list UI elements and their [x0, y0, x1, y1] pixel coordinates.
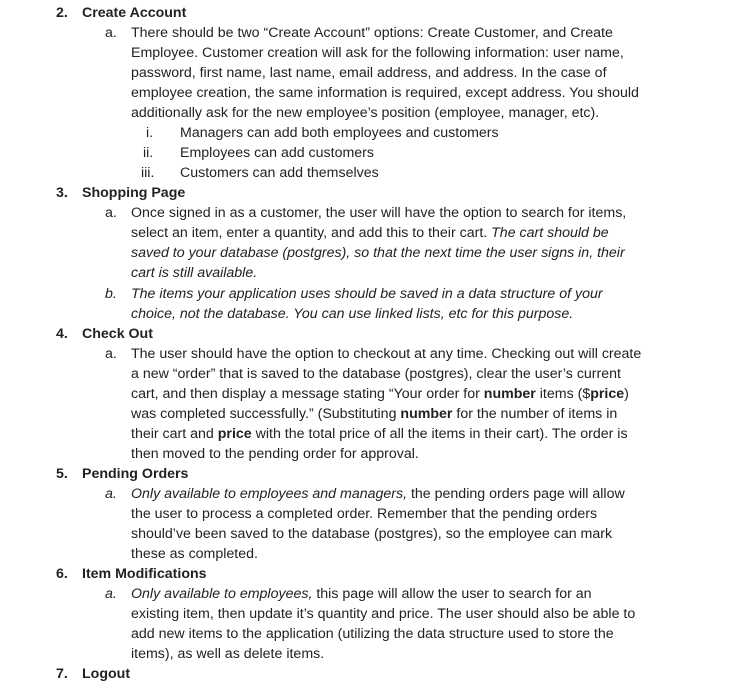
- paragraph-line: add new items to the application (utilizing the data structure used to store the: [131, 626, 614, 642]
- text-run: was completed successfully.” (Substituting: [131, 406, 401, 422]
- section-number: 6.: [56, 566, 68, 582]
- paragraph-line: The items your application uses should be saved in a data structure of your: [131, 286, 603, 302]
- paragraph-line: employee creation, the same information is required, except address. You should: [131, 85, 639, 101]
- section-title-create-account: Create Account: [82, 5, 187, 21]
- section-number: 2.: [56, 5, 68, 21]
- list-item: Employees can add customers: [180, 145, 374, 161]
- list-marker: a.: [105, 25, 117, 41]
- text-run: select an item, enter a quantity, and add this to their cart.: [131, 225, 492, 241]
- paragraph-line: a new “order” that is saved to the database (postgres), clear the user’s current: [131, 366, 621, 382]
- list-marker: a.: [105, 346, 117, 362]
- paragraph-line: There should be two “Create Account” options: Create Customer, and Create: [131, 25, 613, 41]
- roman-marker: iii.: [141, 165, 155, 181]
- paragraph-line: choice, not the database. You can use linked lists, etc for this purpose.: [131, 306, 574, 322]
- paragraph-line: additionally ask for the new employee’s position (employee, manager, etc).: [131, 105, 600, 121]
- paragraph-line: the user to process a completed order. Remember that the pending orders: [131, 506, 598, 522]
- paragraph-line: [131, 484, 625, 504]
- italic-run: The cart should be: [491, 225, 609, 241]
- paragraph-line: [131, 223, 609, 243]
- paragraph-line: existing item, then update it’s quantity and price. The user should also be able to: [131, 606, 636, 622]
- paragraph-line: [131, 384, 629, 404]
- section-title-check-out: Check Out: [82, 326, 153, 342]
- paragraph-line: [131, 404, 617, 424]
- section-number: 7.: [56, 666, 68, 682]
- paragraph-line: then moved to the pending order for approval.: [131, 446, 419, 462]
- paragraph-line: Employee. Customer creation will ask for the following information: user name,: [131, 45, 624, 61]
- paragraph-line: items), as well as delete items.: [131, 646, 325, 662]
- text-run: cart, and then display a message stating “Your order for: [131, 386, 484, 402]
- text-run: the pending orders page will allow: [407, 486, 625, 502]
- paragraph-line: password, first name, last name, email address, and address. In the case of: [131, 65, 607, 81]
- text-run: their cart and: [131, 426, 218, 442]
- section-title-shopping-page: Shopping Page: [82, 185, 186, 201]
- paragraph-line: [131, 424, 628, 444]
- text-run: ): [624, 386, 629, 402]
- section-number: 4.: [56, 326, 68, 342]
- section-number: 3.: [56, 185, 68, 201]
- section-number: 5.: [56, 466, 68, 482]
- italic-run: Only available to employees,: [131, 586, 313, 602]
- section-title-item-modifications: Item Modifications: [82, 566, 207, 582]
- bold-run: number: [400, 406, 453, 422]
- bold-run: price: [590, 386, 625, 402]
- paragraph-line: saved to your database (postgres), so that the next time the user signs in, their: [131, 245, 625, 261]
- text-run: for the number of items in: [452, 406, 618, 422]
- list-marker: a.: [105, 586, 117, 602]
- italic-run: Only available to employees and managers,: [131, 486, 408, 502]
- section-title-pending-orders: Pending Orders: [82, 466, 189, 482]
- bold-run: number: [483, 386, 536, 402]
- roman-marker: ii.: [143, 145, 154, 161]
- roman-marker: i.: [146, 125, 154, 141]
- list-marker: b.: [105, 286, 117, 302]
- text-run: items ($: [535, 386, 591, 402]
- bold-run: price: [217, 426, 252, 442]
- list-marker: a.: [105, 486, 117, 502]
- paragraph-line: [131, 584, 592, 604]
- paragraph-line: should’ve been saved to the database (postgres), so the employee can mark: [131, 526, 613, 542]
- paragraph-line: cart is still available.: [131, 265, 258, 281]
- section-title-logout: Logout: [82, 666, 131, 682]
- list-item: Customers can add themselves: [180, 165, 379, 181]
- paragraph-line: these as completed.: [131, 546, 258, 562]
- text-run: with the total price of all the items in their cart). The order is: [251, 426, 628, 442]
- paragraph-line: The user should have the option to checkout at any time. Checking out will create: [131, 346, 642, 362]
- list-marker: a.: [105, 205, 117, 221]
- paragraph-line: Once signed in as a customer, the user will have the option to search for items,: [131, 205, 627, 221]
- list-item: Managers can add both employees and customers: [180, 125, 499, 141]
- text-run: this page will allow the user to search for an: [312, 586, 592, 602]
